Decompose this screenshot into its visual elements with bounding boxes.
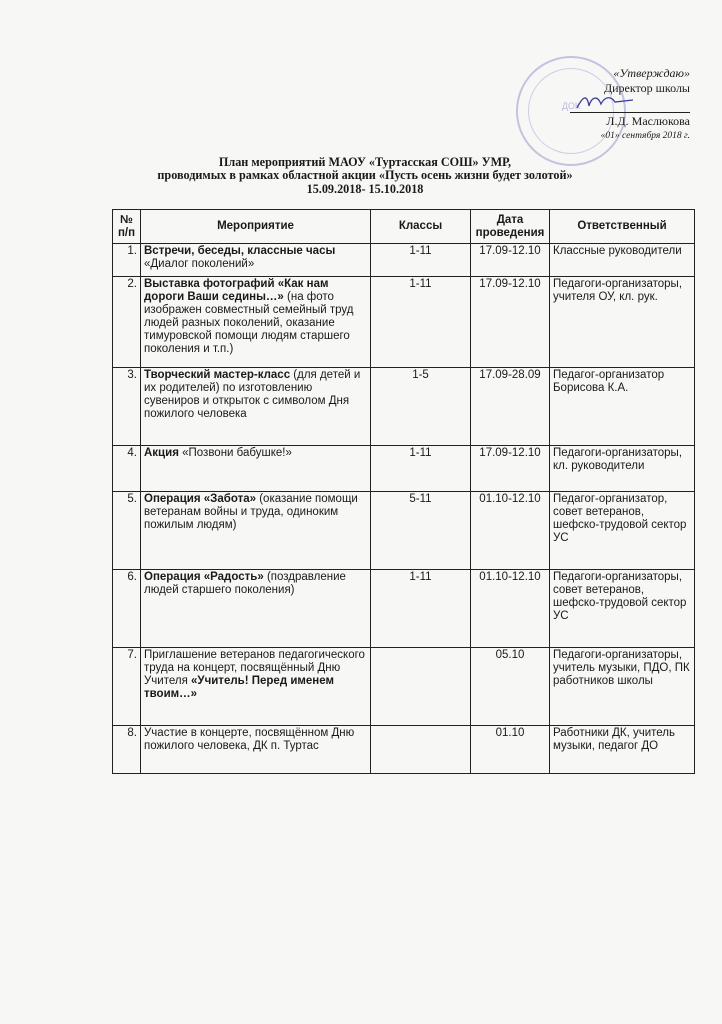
row-event [141,726,371,774]
row-num: 6. [113,570,141,648]
row-num: 4. [113,446,141,492]
event-bold: Операция «Радость» [144,571,264,583]
row-date: 17.09-12.10 [471,277,550,368]
row-date: 01.10-12.10 [471,570,550,648]
row-classes [371,648,471,726]
row-date: 17.09-12.10 [471,446,550,492]
row-responsible: Педагоги-организаторы, учитель музыки, ПДО, ПК работников школы [550,648,695,726]
row-classes: 1-11 [371,244,471,277]
event-bold: «Учитель! Перед именем твоим…» [144,675,334,700]
row-classes: 1-11 [371,446,471,492]
row-date: 01.10 [471,726,550,774]
row-date: 17.09-28.09 [471,368,550,446]
table-row [113,244,695,277]
row-num: 2. [113,277,141,368]
header-classes: Классы [371,210,471,244]
event-text: «Диалог поколений» [144,258,255,270]
event-text: Участие в концерте, посвящённом Дню пожилого человека, ДК п. Туртас [144,727,355,752]
approval-heading: «Утверждаю» [613,66,690,80]
row-num: 1. [113,244,141,277]
row-classes: 1-5 [371,368,471,446]
title-line-2: проводимых в рамках областной акции «Пусть осень жизни будет золотой» [157,168,573,183]
row-responsible: Классные руководители [550,244,695,277]
table-row [113,277,695,368]
table-row [113,570,695,648]
event-text: (для детей и их родителей) по изготовлению сувениров и открыток с символом Дня пожилого человека [144,369,361,420]
title-line-3: 15.09.2018- 15.10.2018 [306,181,424,196]
table-row [113,726,695,774]
row-event [141,244,371,277]
row-date: 17.09-12.10 [471,244,550,277]
row-responsible: Педагоги-организаторы, кл. руководители [550,446,695,492]
approval-position: Директор школы [603,81,690,95]
approval-date: «01» сентября 2018 г. [600,131,690,141]
event-text: «Позвони бабушке!» [182,447,292,459]
document-title [110,156,620,196]
row-num: 5. [113,492,141,570]
event-bold: Выставка фотографий «Как нам дороги Ваши седины…» [144,278,329,303]
row-classes: 5-11 [371,492,471,570]
events-table [112,209,695,774]
header-num: № п/п [113,210,141,244]
event-bold: Операция «Забота» [144,493,257,505]
row-classes: 1-11 [371,570,471,648]
event-bold: Встречи, беседы, классные часы [144,245,336,257]
row-date: 05.10 [471,648,550,726]
event-bold: Акция [144,447,179,459]
event-bold: Творческий мастер-класс [144,369,291,381]
row-responsible: Педагог-организатор, совет ветеранов, шефско-трудовой сектор УС [550,492,695,570]
row-event [141,648,371,726]
row-responsible: Педагоги-организаторы, учителя ОУ, кл. рук. [550,277,695,368]
event-text: (поздравление людей старшего поколения) [144,571,346,596]
row-date: 01.10-12.10 [471,492,550,570]
row-responsible: Педагог-организатор Борисова К.А. [550,368,695,446]
row-classes: 1-11 [371,277,471,368]
stamp-text: ДОК [561,101,581,111]
event-text: (оказание помощи ветеранам войны и труда, одиноким пожилым людям) [144,493,358,531]
row-event [141,277,371,368]
header-responsible: Ответственный [550,210,695,244]
row-num: 3. [113,368,141,446]
row-event [141,570,371,648]
table-row [113,446,695,492]
table-header-row [113,210,695,244]
row-responsible: Педагоги-организаторы, совет ветеранов, шефско-трудовой сектор УС [550,570,695,648]
table-row [113,648,695,726]
header-event: Мероприятие [141,210,371,244]
event-text: Приглашение ветеранов педагогического труда на концерт, посвящённый Дню Учителя [144,649,365,687]
row-event [141,492,371,570]
row-event [141,446,371,492]
approval-name: Л.Д. Маслюкова [606,114,690,128]
table-row [113,368,695,446]
event-text: (на фото изображен совместный семейный труд людей разных поколений, оказание тимуровской помощи людям старшего поколения и т.п.) [144,291,354,355]
row-num: 7. [113,648,141,726]
title-line-1: План мероприятий МАОУ «Туртасская СОШ» УМР, [218,155,512,169]
header-date: Дата проведения [471,210,550,244]
table-row [113,492,695,570]
row-responsible: Работники ДК, учитель музыки, педагог ДО [550,726,695,774]
signature-line [570,98,690,113]
row-event [141,368,371,446]
row-classes [371,726,471,774]
row-num: 8. [113,726,141,774]
